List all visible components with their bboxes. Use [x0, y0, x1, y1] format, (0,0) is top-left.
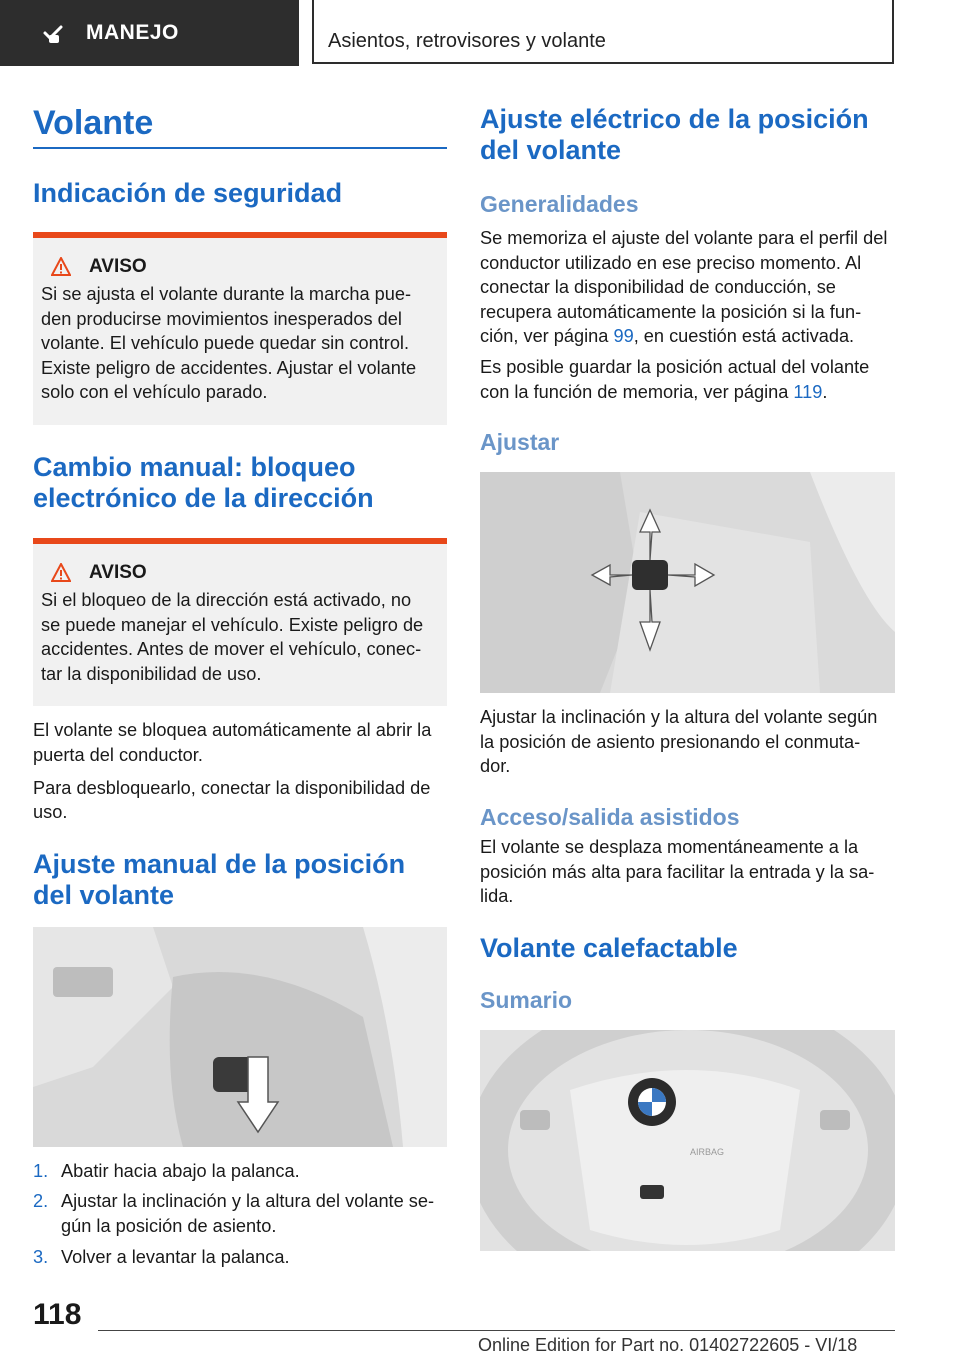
left-column — [33, 96, 447, 1275]
page-title: Volante — [33, 104, 154, 142]
list-item: 3. Volver a levantar la palanca. — [33, 1246, 290, 1267]
warning-triangle-icon — [51, 257, 71, 277]
adjust-heading: Ajustar — [480, 429, 560, 456]
section-title: MANEJO — [86, 21, 179, 44]
warning-box — [33, 544, 447, 706]
image-caption: Ajustar la inclinación y la altura del volante según la posición de asiento presionando el conmuta- dor. — [480, 707, 878, 777]
general-heading: Generalidades — [480, 191, 639, 217]
section-tab — [0, 0, 299, 66]
steps-list — [33, 1159, 447, 1269]
heated-wheel-heading: Volante calefactable — [480, 932, 738, 963]
footer-edition: Online Edition for Part no. 01402722605 - VI/18 — [478, 1335, 858, 1355]
electric-adjust-heading: Ajuste eléctrico de la posición del volante — [480, 104, 869, 165]
airbag-label: AIRBAG — [690, 1146, 725, 1157]
steering-hand-icon — [40, 20, 66, 46]
manual-lock-heading: Cambio manual: bloqueo electrónico de la dirección — [33, 451, 374, 513]
right-column — [480, 104, 895, 1251]
access-heading: Acceso/salida asistidos — [480, 803, 740, 830]
page-link[interactable]: 99 — [613, 326, 634, 347]
switch-photo — [480, 472, 895, 693]
warning-text: Si el bloqueo de la dirección está activado, no se puede manejar el vehículo. Existe peligro de accidentes. Antes de mover el vehículo, conec- tar la disponibilidad de uso. — [41, 589, 424, 684]
warning-box — [33, 238, 447, 425]
body-paragraph: El volante se desplaza momentáneamente a la posición más alta para facilitar la entrada y la sa- lida. — [480, 836, 875, 907]
body-paragraph: Es posible guardar la posición actual del volante con la función de memoria, ver página 119. — [480, 356, 870, 402]
steering-wheel-photo — [480, 1030, 895, 1251]
safety-heading: Indicación de seguridad — [33, 178, 343, 208]
body-paragraph: Se memoriza el ajuste del volante para el perfil del conductor utilizado en ese preciso momento. Al conectar la disponibilidad de conducción, se recupera automáticamente la posición si la fun- ción, ver página 99, en cuestión está activada. — [480, 228, 888, 347]
body-paragraph: El volante se bloquea automáticamente al abrir la puerta del conductor. — [33, 720, 432, 765]
warning-triangle-icon — [51, 563, 71, 583]
warning-label: AVISO — [89, 561, 147, 583]
list-item: 1. Abatir hacia abajo la palanca. — [33, 1160, 300, 1181]
body-paragraph: Para desbloquearlo, conectar la disponibilidad de uso. — [33, 777, 431, 823]
summary-heading: Sumario — [480, 986, 573, 1013]
lever-photo — [33, 927, 447, 1147]
warning-label: AVISO — [89, 256, 147, 277]
footer-divider — [98, 1330, 895, 1331]
warning-text: Si se ajusta el volante durante la marcha pue- den producirse movimientos inesperados del volante. El vehículo puede quedar sin control. Existe peligro de accidentes. Ajustar el volante solo con el vehículo parado. — [41, 284, 417, 403]
page-number: 118 — [33, 1298, 82, 1331]
list-item: 2. Ajustar la inclinación y la altura del volante se- gún la posición de asiento. — [33, 1191, 435, 1236]
subsection-title: Asientos, retrovisores y volante — [328, 30, 606, 52]
manual-adjust-heading: Ajuste manual de la posición del volante — [33, 848, 406, 910]
subsection-tab — [312, 0, 894, 64]
page-link[interactable]: 119 — [793, 381, 823, 402]
